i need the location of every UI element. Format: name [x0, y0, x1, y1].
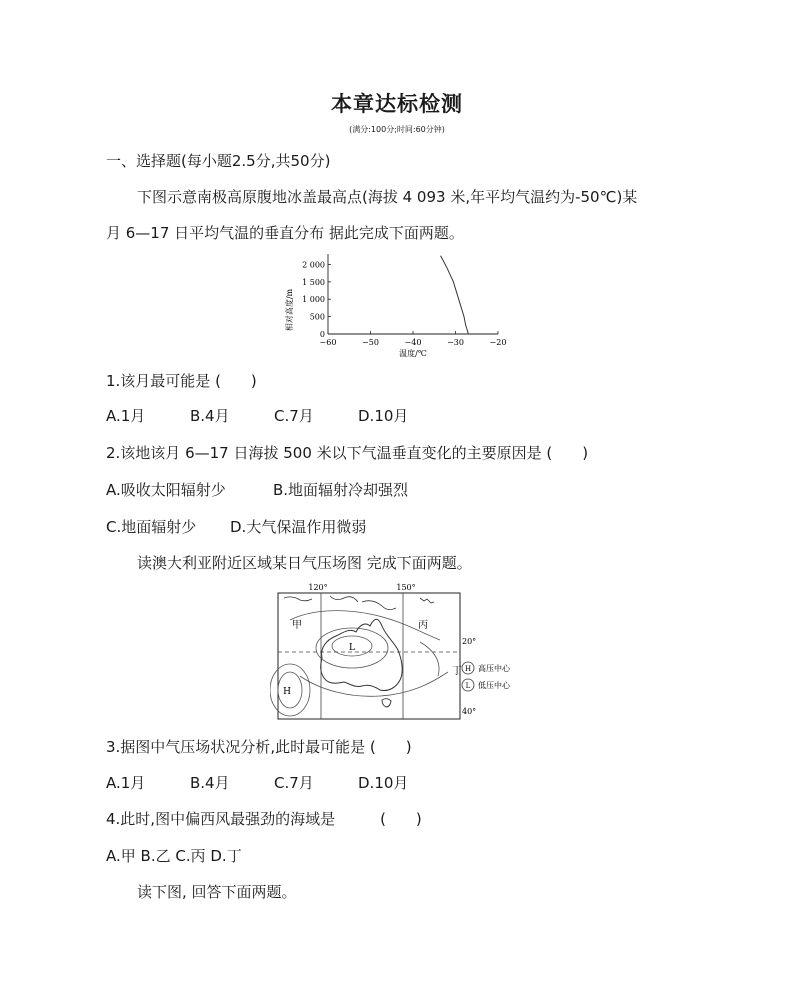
q3-option-c: C.7月: [274, 774, 314, 792]
page-subtitle: (满分:100分;时间:60分钟): [349, 125, 445, 134]
y-axis-label: 相对高度/m: [285, 288, 294, 332]
high-pressure-center: H: [283, 687, 291, 697]
q2-option-b: B.地面辐射冷却强烈: [273, 481, 409, 499]
latitude-20-label: 20°: [462, 637, 477, 646]
intro1-line1: 下图示意南极高原腹地冰盖最高点(海拔 4 093 米,年平均气温约为-50℃)某: [137, 188, 638, 206]
pressure-field-map: [270, 580, 530, 722]
y-tick-label: 500: [309, 312, 325, 322]
q1-option-c: C.7月: [274, 407, 314, 425]
region-ding-label: 丁: [452, 666, 462, 677]
longitude-120-label: 120°: [308, 583, 328, 592]
q1-option-a: A.1月: [106, 407, 146, 425]
legend-low-label: 低压中心: [478, 681, 510, 690]
map-frame: [278, 593, 460, 719]
temperature-profile-line: [441, 256, 469, 334]
low-pressure-center: L: [349, 643, 355, 653]
q2-option-c: C.地面辐射少: [106, 518, 197, 536]
region-jia-label: 甲: [292, 620, 302, 631]
intro2-text: 读澳大利亚附近区域某日气压场图 完成下面两题。: [137, 554, 472, 572]
q1-stem: 1.该月最可能是 ( ): [106, 372, 257, 390]
x-tick-label: −60: [319, 338, 337, 347]
q4-stem: 4.此时,图中偏西风最强劲的海域是 ( ): [106, 810, 422, 828]
q3-option-a: A.1月: [106, 774, 146, 792]
temperature-profile-chart: [270, 248, 520, 360]
x-tick-label: −50: [362, 338, 379, 347]
x-axis-label: 温度/℃: [399, 349, 427, 358]
q2-stem: 2.该地该月 6—17 日海拔 500 米以下气温垂直变化的主要原因是 ( ): [106, 444, 589, 462]
page-title: 本章达标检测: [331, 92, 463, 116]
intro1-line2: 月 6—17 日平均气温的垂直分布 据此完成下面两题。: [106, 224, 464, 242]
q3-option-b: B.4月: [190, 774, 230, 792]
q2-option-d: D.大气保温作用微弱: [230, 518, 367, 536]
q4-options: A.甲 B.乙 C.丙 D.丁: [106, 847, 242, 865]
latitude-40-label: 40°: [462, 707, 477, 716]
y-tick-label: 1 500: [302, 277, 325, 287]
y-tick-label: 1 000: [302, 295, 325, 305]
y-tick-label: 0: [319, 330, 325, 339]
q1-option-b: B.4月: [190, 407, 230, 425]
region-bing-label: 丙: [418, 620, 428, 631]
q1-option-d: D.10月: [358, 407, 409, 425]
x-tick-label: −20: [489, 338, 507, 347]
q3-option-d: D.10月: [358, 774, 409, 792]
section-heading: 一、选择题(每小题2.5分,共50分): [106, 152, 331, 170]
x-tick-label: −30: [447, 338, 464, 347]
x-tick-label: −40: [404, 338, 422, 347]
legend-low-symbol: L: [465, 682, 471, 690]
q3-stem: 3.据图中气压场状况分析,此时最可能是 ( ): [106, 738, 412, 756]
intro3-text: 读下图, 回答下面两题。: [137, 883, 297, 901]
q2-option-a: A.吸收太阳辐射少: [106, 481, 226, 499]
longitude-150-label: 150°: [396, 583, 416, 592]
y-tick-label: 2 000: [302, 260, 325, 270]
legend-high-symbol: H: [464, 665, 472, 673]
legend-high-label: 高压中心: [478, 664, 510, 673]
